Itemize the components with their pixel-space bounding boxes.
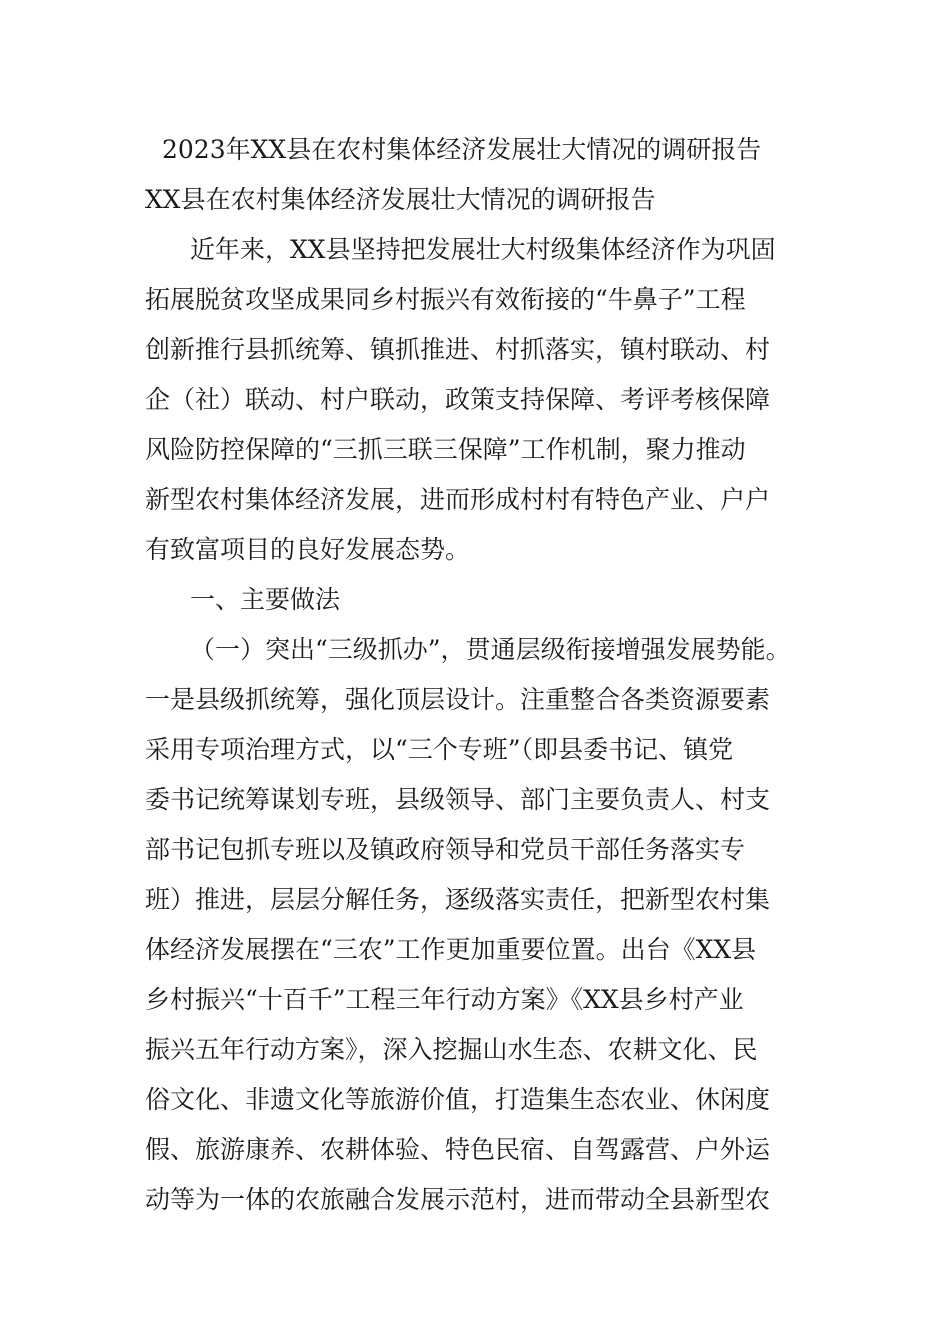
- paragraph-line: 振兴五年行动方案》，深入挖掘山水生态、农耕文化、民: [145, 1035, 758, 1064]
- paragraph-line: 企（社）联动、村户联动，政策支持保障、考评考核保障: [145, 385, 771, 414]
- paragraph-line: 俗文化、非遗文化等旅游价值，打造集生态农业、休闲度: [145, 1085, 771, 1114]
- section-heading: 一、主要做法: [190, 585, 341, 614]
- paragraph-line: 近年来，XX县坚持把发展壮大村级集体经济作为巩固: [190, 235, 776, 264]
- paragraph-line: 乡村振兴“十百千”工程三年行动方案》《XX县乡村产业: [145, 985, 744, 1014]
- paragraph-line: 风险防控保障的“三抓三联三保障”工作机制，聚力推动: [145, 435, 746, 464]
- paragraph-line: 体经济发展摆在“三农”工作更加重要位置。出台《XX县: [145, 935, 757, 964]
- subsection-heading: （一）突出“三级抓办”，贯通层级衔接增强发展势能。: [190, 635, 791, 664]
- paragraph-line: 动等为一体的农旅融合发展示范村，进而带动全县新型农: [145, 1185, 771, 1214]
- paragraph-line: 采用专项治理方式，以“三个专班”（即县委书记、镇党: [145, 735, 734, 764]
- paragraph-line: 新型农村集体经济发展，进而形成村村有特色产业、户户: [145, 485, 771, 514]
- paragraph-line: 一是县级抓统筹，强化顶层设计。注重整合各类资源要素: [145, 685, 771, 714]
- paragraph-line: 部书记包抓专班以及镇政府领导和党员干部任务落实专: [145, 835, 746, 864]
- paragraph-line: 拓展脱贫攻坚成果同乡村振兴有效衔接的“牛鼻子”工程: [145, 285, 746, 314]
- document-title: 2023年XX县在农村集体经济发展壮大情况的调研报告: [162, 135, 762, 164]
- paragraph-line: 创新推行县抓统筹、镇抓推进、村抓落实，镇村联动、村: [145, 335, 771, 364]
- paragraph-line: 有致富项目的良好发展态势。: [145, 535, 471, 564]
- paragraph-line: 班）推进，层层分解任务，逐级落实责任，把新型农村集: [145, 885, 771, 914]
- document-subtitle: XX县在农村集体经济发展壮大情况的调研报告: [145, 185, 656, 214]
- paragraph-line: 委书记统筹谋划专班，县级领导、部门主要负责人、村支: [145, 785, 771, 814]
- paragraph-line: 假、旅游康养、农耕体验、特色民宿、自驾露营、户外运: [145, 1135, 771, 1164]
